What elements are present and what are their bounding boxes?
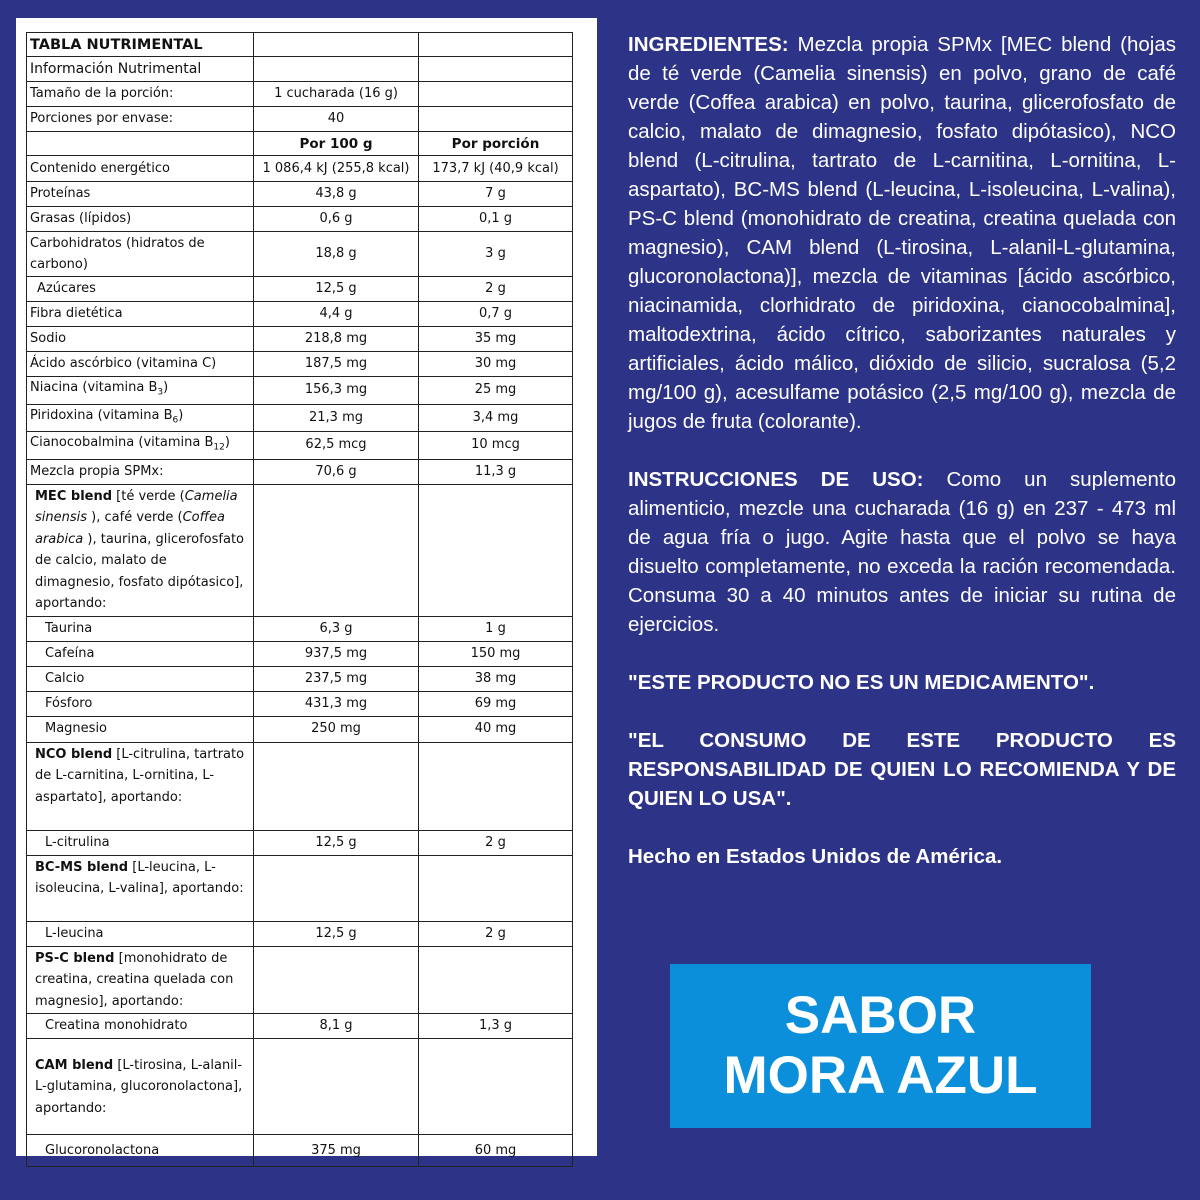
value-perserving: 35 mg	[419, 327, 573, 352]
nutrient-label: Ácido ascórbico (vitamina C)	[27, 352, 254, 377]
value-perserving: 2 g	[419, 921, 573, 946]
table-row	[27, 641, 573, 666]
table-row	[27, 107, 573, 132]
serving-size-value: 1 cucharada (16 g)	[254, 82, 419, 107]
value-per100: 6,3 g	[254, 616, 419, 641]
table-row	[27, 616, 573, 641]
cam-blend-description: CAM blend [L-tirosina, L-alanil-L-glutamina, glucoronolactona], aportando:	[27, 1039, 254, 1135]
ingredients-paragraph	[628, 30, 1176, 436]
value-perserving: 0,1 g	[419, 207, 573, 232]
table-row	[27, 459, 573, 484]
nutrient-label: L-leucina	[27, 921, 254, 946]
nutrient-label: Creatina monohidrato	[27, 1014, 254, 1039]
col-per100-header: Por 100 g	[254, 132, 419, 156]
table-row	[27, 716, 573, 742]
nutrient-label: Cianocobalmina (vitamina $B_{12}$)	[27, 432, 254, 460]
value-perserving: 2 g	[419, 830, 573, 855]
bcms-blend-description: BC-MS blend [L-leucina, L-isoleucina, L-valina], aportando:	[27, 855, 254, 921]
table-row	[27, 921, 573, 946]
table-row	[27, 830, 573, 855]
table-row	[27, 82, 573, 107]
nutrient-label: Cafeína	[27, 641, 254, 666]
nutrition-panel	[16, 18, 597, 1156]
value-per100: 62,5 mcg	[254, 432, 419, 460]
value-per100: 937,5 mg	[254, 641, 419, 666]
value-per100: 12,5 g	[254, 277, 419, 302]
nutrient-label: Mezcla propia SPMx:	[27, 459, 254, 484]
table-row	[27, 1014, 573, 1039]
table-row	[27, 404, 573, 432]
flavor-badge	[670, 964, 1091, 1128]
warning-responsibility: "EL CONSUMO DE ESTE PRODUCTO ES RESPONSABILIDAD DE QUIEN LO RECOMIENDA Y DE QUIEN LO USA".	[628, 729, 1176, 810]
table-row	[27, 156, 573, 182]
value-perserving: 60 mg	[419, 1135, 573, 1167]
table-row	[27, 484, 573, 616]
value-per100: 18,8 g	[254, 232, 419, 277]
value-per100: 0,6 g	[254, 207, 419, 232]
value-per100: 237,5 mg	[254, 666, 419, 691]
value-perserving: 11,3 g	[419, 459, 573, 484]
value-perserving: 3,4 mg	[419, 404, 573, 432]
table-row	[27, 57, 573, 82]
nutrient-label: Sodio	[27, 327, 254, 352]
servings-label: Porciones por envase:	[27, 107, 254, 132]
servings-value: 40	[254, 107, 419, 132]
nutrient-label: Calcio	[27, 666, 254, 691]
table-row	[27, 432, 573, 460]
value-per100: 250 mg	[254, 716, 419, 742]
value-per100: 8,1 g	[254, 1014, 419, 1039]
nutrition-table	[26, 32, 573, 1167]
instructions-label: INSTRUCCIONES DE USO:	[628, 468, 924, 491]
value-per100: 156,3 mg	[254, 377, 419, 405]
value-per100: 43,8 g	[254, 182, 419, 207]
table-row	[27, 666, 573, 691]
value-perserving: 38 mg	[419, 666, 573, 691]
table-row	[27, 232, 573, 277]
value-perserving: 1 g	[419, 616, 573, 641]
value-perserving: 0,7 g	[419, 302, 573, 327]
nutrient-label: Fósforo	[27, 691, 254, 716]
value-per100: 21,3 mg	[254, 404, 419, 432]
instructions-text: Como un suplemento alimenticio, mezcle una cucharada (16 g) en 237 - 473 ml de agua fría o jugo. Agite hasta que el polvo se haya disuelto completamente, no exceda la ración recomendada. Consuma 30 a 40 minutos antes de iniciar su rutina de ejercicios.	[628, 468, 1176, 636]
flavor-line-2: MORA AZUL	[723, 1046, 1038, 1105]
instructions-paragraph	[628, 465, 1176, 639]
table-row	[27, 1135, 573, 1167]
info-label: Información Nutrimental	[27, 57, 254, 82]
table-row	[27, 352, 573, 377]
table-row	[27, 277, 573, 302]
value-perserving: 10 mcg	[419, 432, 573, 460]
value-perserving: 1,3 g	[419, 1014, 573, 1039]
nutrient-label: L-citrulina	[27, 830, 254, 855]
value-perserving: 69 mg	[419, 691, 573, 716]
value-perserving: 25 mg	[419, 377, 573, 405]
value-per100: 431,3 mg	[254, 691, 419, 716]
nutrient-label: Glucoronolactona	[27, 1135, 254, 1167]
nutrient-label: Piridoxina (vitamina $B_6$)	[27, 404, 254, 432]
value-perserving: 40 mg	[419, 716, 573, 742]
nutrient-label: Niacina (vitamina $B_3$)	[27, 377, 254, 405]
table-row	[27, 691, 573, 716]
value-per100: 375 mg	[254, 1135, 419, 1167]
table-row	[27, 946, 573, 1014]
table-row	[27, 132, 573, 156]
table-row	[27, 33, 573, 57]
warning-not-medicine: "ESTE PRODUCTO NO ES UN MEDICAMENTO".	[628, 671, 1095, 694]
flavor-line-1: SABOR	[784, 986, 977, 1045]
table-title: TABLA NUTRIMENTAL	[27, 33, 254, 57]
value-perserving: 2 g	[419, 277, 573, 302]
value-per100: 70,6 g	[254, 459, 419, 484]
value-per100: 187,5 mg	[254, 352, 419, 377]
table-row	[27, 207, 573, 232]
psc-blend-description: PS-C blend [monohidrato de creatina, creatina quelada con magnesio], aportando:	[27, 946, 254, 1014]
value-perserving: 150 mg	[419, 641, 573, 666]
table-row	[27, 377, 573, 405]
table-row	[27, 327, 573, 352]
nutrient-label: Grasas (lípidos)	[27, 207, 254, 232]
table-row	[27, 1039, 573, 1135]
value-perserving: 7 g	[419, 182, 573, 207]
ingredients-label: INGREDIENTES:	[628, 33, 789, 56]
value-perserving: 3 g	[419, 232, 573, 277]
nutrient-label: Magnesio	[27, 716, 254, 742]
value-per100: 1 086,4 kJ (255,8 kcal)	[254, 156, 419, 182]
col-perserving-header: Por porción	[419, 132, 573, 156]
nutrient-label: Fibra dietética	[27, 302, 254, 327]
value-per100: 12,5 g	[254, 921, 419, 946]
nutrient-label: Azúcares	[27, 277, 254, 302]
product-text-column	[628, 30, 1176, 871]
nutrient-label: Carbohidratos (hidratos de carbono)	[27, 232, 254, 277]
table-row	[27, 182, 573, 207]
nutrient-label: Proteínas	[27, 182, 254, 207]
mec-blend-description: MEC blend [té verde (Camelia sinensis ), café verde (Coffea arabica ), taurina, glicerofosfato de calcio, malato de dimagnesio, fosfato dipótasico], aportando:	[27, 484, 254, 616]
nutrient-label: Contenido energético	[27, 156, 254, 182]
value-per100: 4,4 g	[254, 302, 419, 327]
value-perserving: 173,7 kJ (40,9 kcal)	[419, 156, 573, 182]
ingredients-text: Mezcla propia SPMx [MEC blend (hojas de té verde (Camelia sinensis) en polvo, grano de café verde (Coffea arabica) en polvo, taurina, glicerofosfato de calcio, malato de dimagnesio, fosfato dipótasico), NCO blend (L-citrulina, tartrato de L-carnitina, L-ornitina, L-aspartato), BC-MS blend (L-leucina, L-isoleucina, L-valina), PS-C blend (monohidrato de creatina, creatina quelada con magnesio), CAM blend (L-tirosina, L-alanil-L-glutamina, glucoronolactona)], mezcla de vitaminas [ácido ascórbico, niacinamida, clorhidrato de piridoxina, cianocobalmina], maltodextrina, ácido cítrico, saborizantes naturales y artificiales, ácido málico, dióxido de silicio, sucralosa (5,2 mg/100 g), acesulfame potásico (2,5 mg/100 g), mezcla de jugos de fruta (colorante).	[628, 33, 1176, 433]
nco-blend-description: NCO blend [L-citrulina, tartrato de L-carnitina, L-ornitina, L-aspartato], aportando:	[27, 742, 254, 830]
table-row	[27, 855, 573, 921]
origin-text: Hecho en Estados Unidos de América.	[628, 845, 1003, 868]
value-per100: 218,8 mg	[254, 327, 419, 352]
value-perserving: 30 mg	[419, 352, 573, 377]
value-per100: 12,5 g	[254, 830, 419, 855]
serving-size-label: Tamaño de la porción:	[27, 82, 254, 107]
nutrient-label: Taurina	[27, 616, 254, 641]
table-row	[27, 742, 573, 830]
table-row	[27, 302, 573, 327]
